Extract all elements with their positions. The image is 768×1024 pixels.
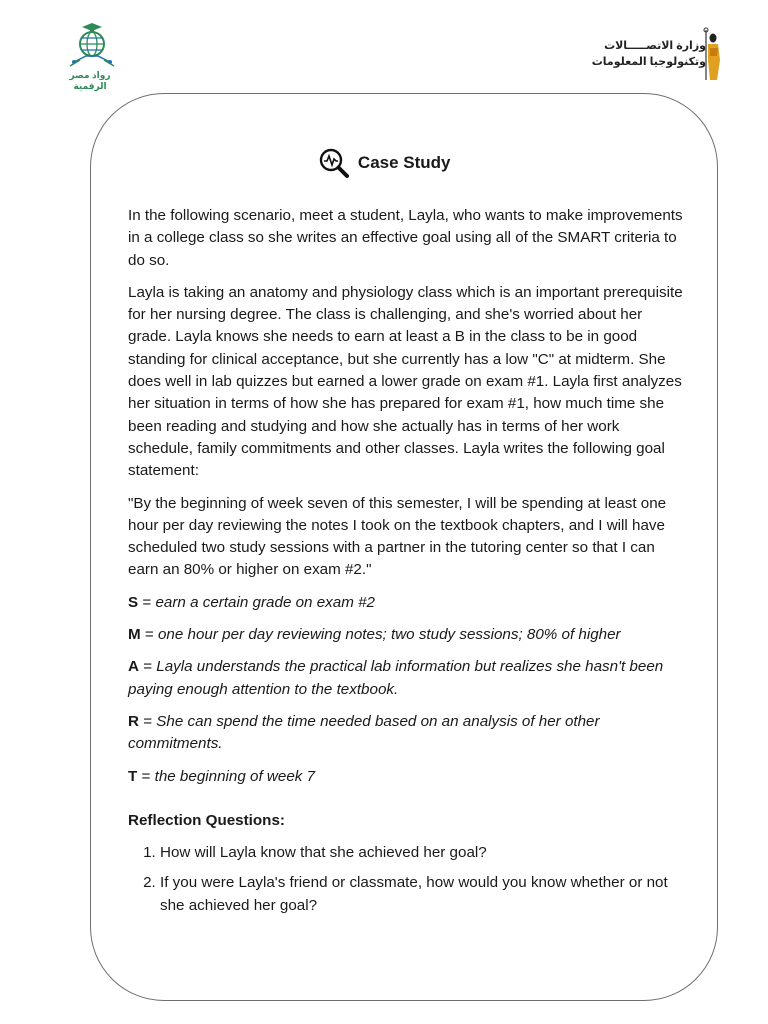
smart-letter: S: [128, 593, 139, 611]
smart-separator: =: [138, 593, 156, 611]
smart-separator: =: [138, 658, 157, 676]
smart-letter: T: [128, 767, 138, 785]
page-title: Case Study: [357, 153, 451, 172]
ministry-name-line1: وزارة الاتصـــــالات: [604, 40, 706, 52]
smart-definition: She can spend the time needed based on an analysis of her other commitments.: [128, 712, 600, 753]
smart-letter: A: [128, 658, 139, 676]
smart-definition: the beginning of week 7: [154, 767, 316, 785]
magnifier-pulse-icon: [317, 146, 351, 180]
case-study-header: [0, 146, 768, 180]
smart-s: [128, 592, 688, 614]
smart-separator: =: [137, 767, 155, 785]
reflection-questions: [128, 842, 688, 917]
ministry-logo-text: [592, 38, 706, 70]
smart-a: [128, 656, 688, 701]
smart-definition: one hour per day reviewing notes; two study sessions; 80% of higher: [157, 626, 621, 644]
smart-letter: R: [128, 712, 139, 730]
smart-m: [128, 624, 688, 646]
smart-separator: =: [140, 626, 158, 644]
reflection-question: 1. How will Layla know that she achieved her goal?: [160, 842, 688, 864]
case-study-body: [128, 205, 688, 925]
smart-t: [128, 766, 688, 788]
goal-statement: "By the beginning of week seven of this semester, I will be spending at least one hour per day reviewing the notes I took on the textbook chapters, and I will have scheduled two study sessions with a partner in the tutoring center so that I can earn an 80% or higher on exam #2.": [128, 494, 667, 579]
ministry-name-line2: وتكنولوجيا المعلومات: [591, 56, 706, 68]
smart-r: [128, 711, 688, 756]
smart-separator: =: [138, 712, 157, 730]
smart-letter: M: [128, 626, 141, 644]
left-logo-caption: رواد مصر الرقمية: [69, 70, 111, 91]
scenario-paragraph: Layla is taking an anatomy and physiology class which is an important prerequisite for her nursing degree. The class is challenging, and she's worried about her grade. Layla knows she needs to earn at least a B in the class to be in good standing for clinical acceptance, but she currently has a low "C" at midterm. She does well in lab quizzes but earned a lower grade on exam #1. Layla first analyzes her situation in terms of how she has prepared for exam #1, how much time she been reading and studying and how she actually has in terms of her work schedule, family commitments and other classes. Layla writes the following goal statement:: [128, 283, 683, 480]
intro-paragraph: In the following scenario, meet a student, Layla, who wants to make improvements in a college class so she writes an effective goal using all of the SMART criteria to do so.: [128, 207, 683, 269]
smart-definition: earn a certain grade on exam #2: [155, 593, 375, 611]
smart-definition: Layla understands the practical lab information but realizes she hasn't been paying enough attention to the textbook.: [128, 658, 664, 698]
reflection-heading: Reflection Questions:: [128, 811, 285, 829]
reflection-question: 2. If you were Layla's friend or classmate, how would you know whether or not she achieved her goal?: [160, 872, 688, 917]
